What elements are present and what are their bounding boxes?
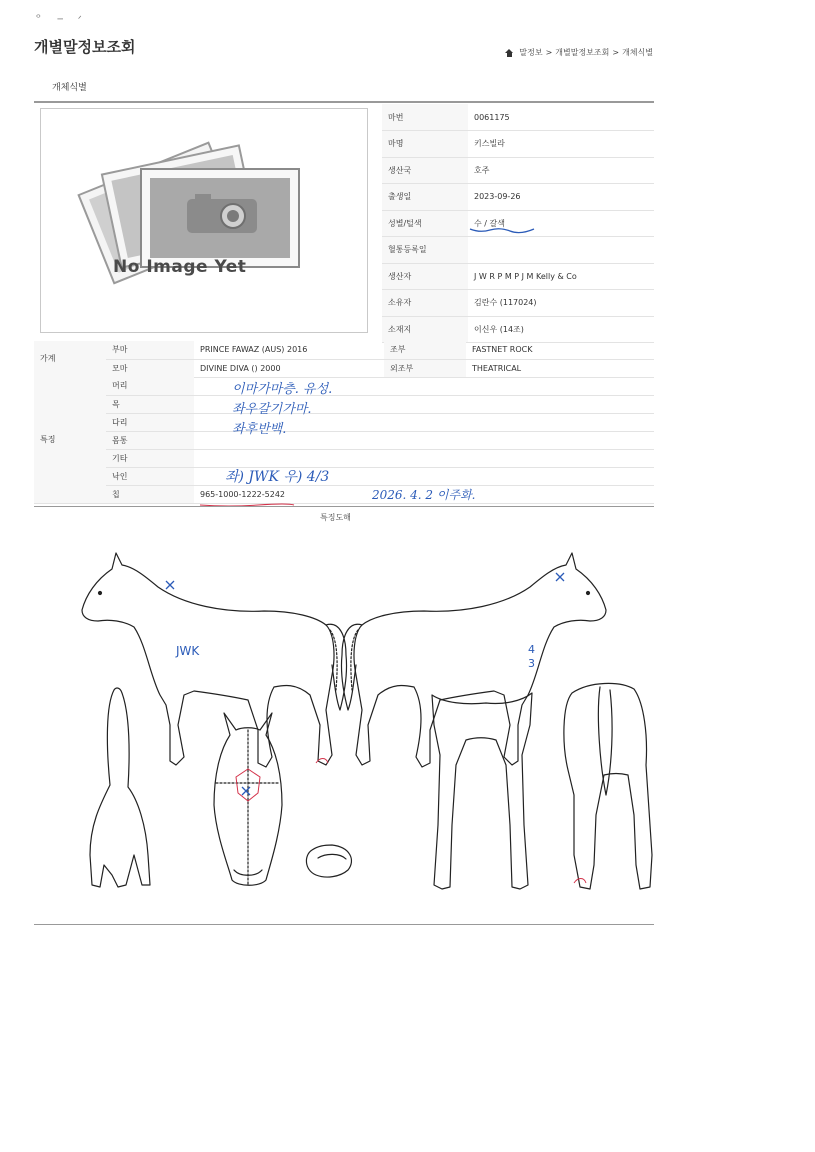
table-row [34, 395, 654, 413]
horse-info-table [382, 104, 654, 343]
sire-of-sire-value: FASTNET ROCK [466, 341, 654, 359]
leg-marking-rear [574, 879, 586, 884]
table-row [382, 157, 654, 184]
horse-head-front-view [214, 713, 282, 885]
info-value: J W R P M P J M Kelly & Co [468, 263, 654, 290]
pen-underline [468, 226, 538, 234]
brand-text-left: JWK [176, 644, 200, 658]
info-value: 이신우 (14조) [468, 316, 654, 343]
table-row [382, 263, 654, 290]
lineage-label: 조부 [384, 341, 466, 359]
lineage-label: 부마 [106, 341, 194, 359]
feature-label: 몸통 [106, 431, 194, 449]
horse-front-view [90, 688, 150, 887]
info-label: 마번 [382, 104, 468, 131]
table-row [34, 413, 654, 431]
table-row [34, 341, 654, 359]
whorl-mark-forehead [242, 787, 250, 795]
feature-value [194, 449, 654, 467]
handwritten-note-neck: 좌우갈기가마. [232, 402, 312, 417]
horse-marking-diagram [34, 525, 654, 925]
tab-divider [34, 101, 654, 103]
horse-front-legs-view [432, 693, 532, 889]
tab-identification[interactable]: 개체식별 [52, 83, 87, 93]
handwritten-note-brand: 좌) JWK 우) 4/3 [225, 469, 330, 485]
sire-value: PRINCE FAWAZ (AUS) 2016 [194, 341, 384, 359]
info-value: 2023-09-26 [468, 184, 654, 211]
info-label: 성별/털색 [382, 210, 468, 237]
lineage-label: 모마 [106, 359, 194, 377]
table-row [34, 377, 654, 395]
horse-photo [40, 108, 368, 333]
red-marks [236, 759, 586, 884]
horse-muzzle-view [306, 845, 351, 877]
info-label: 소재지 [382, 316, 468, 343]
breadcrumb-item-current: 개체식별 [622, 48, 653, 57]
brand-text-right-top: 4 [528, 643, 535, 656]
home-icon[interactable] [505, 49, 514, 57]
breadcrumb-item[interactable]: 개별말정보조회 [555, 48, 610, 57]
features-table [34, 377, 654, 504]
photo-stack-icon [41, 109, 369, 334]
info-label: 마명 [382, 131, 468, 158]
diagram-divider [34, 506, 654, 507]
feature-label: 다리 [106, 413, 194, 431]
lineage-group-label: 가계 [34, 341, 106, 377]
feature-label: 머리 [106, 377, 194, 395]
info-value: 김란수 (117024) [468, 290, 654, 317]
features-group-label: 특징 [34, 377, 106, 503]
whorl-mark-left [166, 581, 174, 589]
breadcrumb [505, 47, 653, 58]
info-label: 생산자 [382, 263, 468, 290]
table-row [34, 449, 654, 467]
feature-label: 기타 [106, 449, 194, 467]
handwritten-note-head: 이마가마층. 유성. [232, 382, 333, 397]
table-row [382, 316, 654, 343]
table-row [382, 290, 654, 317]
table-row [34, 431, 654, 449]
info-value [468, 237, 654, 264]
handwritten-note-leg: 좌후반백. [232, 422, 287, 437]
no-image-text: No Image Yet [113, 257, 247, 277]
table-row [34, 359, 654, 377]
feature-label: 칩 [106, 485, 194, 503]
lineage-table [34, 341, 654, 378]
whorl-mark-right [556, 573, 564, 581]
red-pen-underline [198, 502, 298, 508]
page-title: 개별말정보조회 [34, 38, 136, 56]
info-value: 호주 [468, 157, 654, 184]
page-bottom-divider [34, 924, 654, 925]
dam-value: DIVINE DIVA () 2000 [194, 359, 384, 377]
horse-rear-view [564, 683, 652, 889]
horse-left-side [82, 553, 347, 767]
table-row [34, 485, 654, 503]
table-row [382, 131, 654, 158]
handwritten-date-signature: 2026. 4. 2 이주화. [372, 488, 476, 502]
chip-value: 965-1000-1222-5242 [194, 485, 654, 503]
info-label: 혈통등록일 [382, 237, 468, 264]
table-row [382, 237, 654, 264]
horse-right-side [341, 553, 606, 767]
diagram-title: 특징도해 [320, 513, 351, 522]
info-label: 생산국 [382, 157, 468, 184]
info-value: 키스빌라 [468, 131, 654, 158]
breadcrumb-item[interactable]: 말정보 [519, 48, 543, 57]
info-label: 출생일 [382, 184, 468, 211]
brand-text-right-bottom: 3 [528, 657, 535, 670]
info-value: 0061175 [468, 104, 654, 131]
feature-label: 낙인 [106, 467, 194, 485]
corner-mark: ᄋ ─ ᐟ [34, 15, 88, 25]
sex-color-value: 수 / 갈색 [474, 218, 505, 228]
feature-label: 목 [106, 395, 194, 413]
lineage-label: 외조부 [384, 359, 466, 377]
breadcrumb-separator: > [545, 48, 553, 57]
table-row [34, 467, 654, 485]
info-label: 소유자 [382, 290, 468, 317]
breadcrumb-separator: > [612, 48, 620, 57]
table-row [382, 184, 654, 211]
dam-sire-value: THEATRICAL [466, 359, 654, 377]
table-row [382, 104, 654, 131]
